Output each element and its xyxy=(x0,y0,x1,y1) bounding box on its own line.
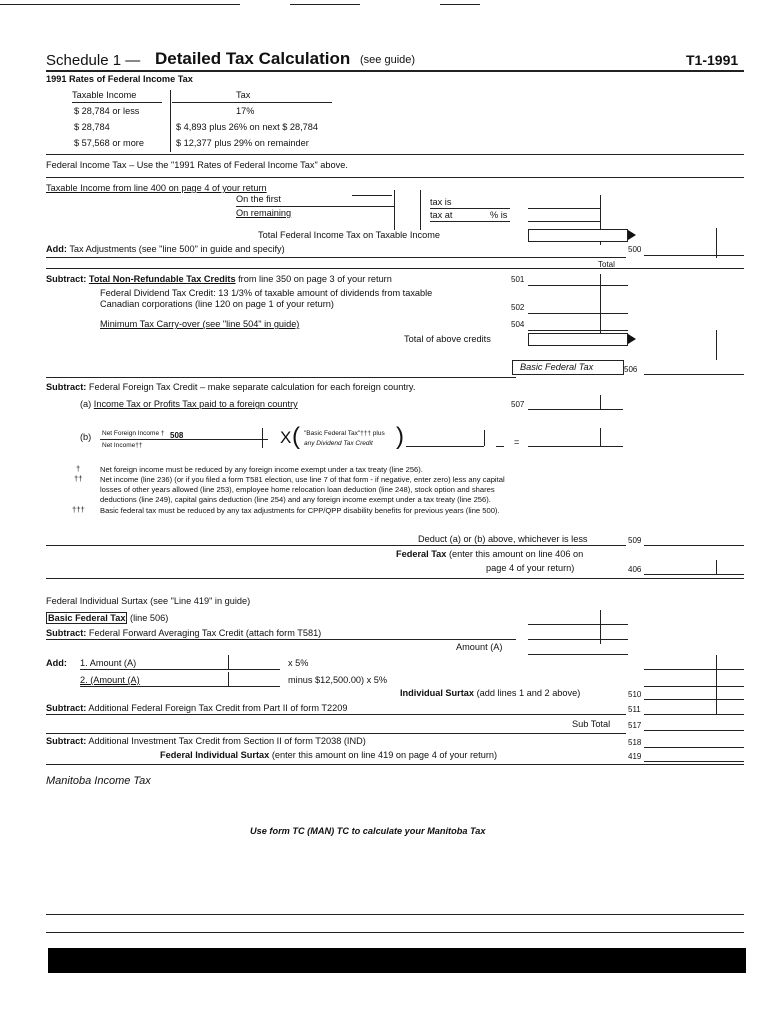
entry-line[interactable] xyxy=(644,686,744,687)
entry-line[interactable] xyxy=(430,221,510,222)
credits-title: Total Non-Refundable Tax Credits xyxy=(88,274,236,284)
credits-line xyxy=(46,274,392,285)
bottom-rule xyxy=(46,932,744,933)
entry-line[interactable] xyxy=(644,699,744,700)
entry-line[interactable] xyxy=(46,733,626,734)
total-credits-box[interactable] xyxy=(528,333,628,346)
basic-fed-tax-label: Basic Federal Tax xyxy=(48,613,126,623)
minus-12500: minus $12,500.00) x 5% xyxy=(288,675,388,685)
footnote-mark: ††† xyxy=(72,505,85,514)
federal-tax-label: Federal Tax xyxy=(396,549,447,559)
entry-line[interactable] xyxy=(644,255,744,256)
fis-line xyxy=(160,750,497,761)
section-rule xyxy=(46,177,744,178)
entry-line[interactable] xyxy=(644,714,744,715)
footnote-text: losses of other years allowed (line 253), employee home relocation loan deduction (line 248), stock option and shares xyxy=(100,485,495,494)
foreign-b-par-bot: any Dividend Tax Credit xyxy=(304,440,373,447)
bottom-rule xyxy=(46,914,744,915)
foreign-text: Federal Foreign Tax Credit – make separate calculation for each foreign country. xyxy=(88,382,416,392)
total-above-credits: Total of above credits xyxy=(404,334,491,344)
section-rule xyxy=(46,764,744,765)
column-divider xyxy=(600,428,601,446)
line-500: 500 xyxy=(628,245,642,254)
entry-line[interactable] xyxy=(80,686,280,687)
entry-line[interactable] xyxy=(406,446,484,447)
credits-title-rest: from line 350 on page 3 of your return xyxy=(238,274,392,284)
entry-line[interactable] xyxy=(644,545,744,546)
total-fed-tax: Total Federal Income Tax on Taxable Income xyxy=(258,230,440,240)
top-rule xyxy=(290,4,360,5)
amount-a: Amount (A) xyxy=(456,642,503,652)
fis-label: Federal Individual Surtax xyxy=(160,750,270,760)
tax-at: tax at xyxy=(430,210,453,220)
individual-surtax-rest: (add lines 1 and 2 above) xyxy=(476,688,581,698)
rates-row-income: $ 57,568 or more xyxy=(74,138,144,148)
footnote-text: Basic federal tax must be reduced by any tax adjustments for CPP/QPP disability benefits for previous years (line 500). xyxy=(100,506,500,515)
line-511: 511 xyxy=(628,705,641,714)
entry-line[interactable] xyxy=(528,208,600,209)
foreign-line xyxy=(46,382,415,393)
line-508: 508 xyxy=(170,431,184,440)
div-credit-2: Canadian corporations (line 120 on page 1 of your return) xyxy=(100,299,334,309)
footnote-text: Net income (line 236) (or if you filed a form T581 election, use line 7 of that form - if negative, enter zero) less any capital xyxy=(100,475,505,484)
add-tax-adjust xyxy=(46,244,285,255)
line-502: 502 xyxy=(511,303,525,312)
div-credit-1: Federal Dividend Tax Credit: 13 1/3% of taxable amount of dividends from taxable xyxy=(100,288,433,298)
subtract-label: Subtract: xyxy=(46,628,87,638)
entry-line[interactable] xyxy=(46,545,626,546)
rates-row-income: $ 28,784 or less xyxy=(74,106,140,116)
line-419: 419 xyxy=(628,752,642,761)
footnote-mark: † xyxy=(76,464,81,473)
add-text: Tax Adjustments (see "line 500" in guide and specify) xyxy=(69,244,285,254)
header-rule xyxy=(46,70,744,72)
line-506: 506 xyxy=(624,365,638,374)
line-406: 406 xyxy=(628,565,642,574)
section-rule xyxy=(46,154,744,155)
entry-line[interactable] xyxy=(46,257,626,258)
individual-surtax-line xyxy=(400,688,580,699)
column-divider xyxy=(600,395,601,409)
pct-is: % is xyxy=(490,210,508,220)
entry-line[interactable] xyxy=(352,195,392,196)
line-510: 510 xyxy=(628,690,642,699)
entry-line[interactable] xyxy=(196,439,268,440)
section-rule xyxy=(46,377,516,378)
fis-rest: (enter this amount on line 419 on page 4 of your return) xyxy=(271,750,498,760)
top-rule xyxy=(440,4,480,5)
line-509: 509 xyxy=(628,536,642,545)
column-divider xyxy=(716,330,717,360)
foreign-b-par-top: "Basic Federal Tax"††† plus xyxy=(304,430,385,437)
rates-row-tax: $ 4,893 plus 26% on next $ 28,784 xyxy=(176,122,319,132)
column-divider xyxy=(262,428,263,448)
times-5pct: x 5% xyxy=(288,658,309,668)
deduct-text: Deduct (a) or (b) above, whichever is less xyxy=(418,534,588,544)
sub-add-line xyxy=(46,703,347,714)
entry-line[interactable] xyxy=(644,747,744,748)
federal-tax-line xyxy=(396,549,583,560)
rates-divider xyxy=(170,90,171,152)
rates-heading: 1991 Rates of Federal Income Tax xyxy=(46,74,193,84)
sub-fwd-text: Federal Forward Averaging Tax Credit (attach form T581) xyxy=(88,628,322,638)
form-id: T1-1991 xyxy=(686,52,739,68)
column-divider xyxy=(484,430,485,446)
arrow-icon xyxy=(628,334,636,344)
rates-col-taxable: Taxable Income xyxy=(72,90,137,100)
see-guide: (see guide) xyxy=(360,54,416,66)
entry-line[interactable] xyxy=(430,208,510,209)
federal-tax-rest2: page 4 of your return) xyxy=(486,563,575,573)
entry-line[interactable] xyxy=(46,714,626,715)
foreign-b-den: Net Income†† xyxy=(102,442,143,449)
entry-line[interactable] xyxy=(46,639,516,640)
footnote-text: Net foreign income must be reduced by any foreign income exempt under a tax treaty (line 256). xyxy=(100,465,423,474)
arrow-icon xyxy=(628,230,636,240)
sub-inv-text: Additional Investment Tax Credit from Section II of form T2038 (IND) xyxy=(88,736,366,746)
entry-line[interactable] xyxy=(644,730,744,731)
close-paren: ) xyxy=(396,423,404,450)
column-divider xyxy=(420,190,421,230)
entry-line[interactable] xyxy=(80,669,280,670)
subtract-label: Subtract: xyxy=(46,382,87,392)
foreign-b-num: Net Foreign Income † xyxy=(102,430,165,437)
taxable-from: Taxable Income from line 400 on page 4 of your return xyxy=(46,183,267,193)
basic-federal-tax: Basic Federal Tax xyxy=(520,362,594,372)
subtract-label: Subtract: xyxy=(46,703,87,713)
fed-tax-line xyxy=(46,160,348,171)
rates-row-income: $ 28,784 xyxy=(74,122,110,132)
line-501: 501 xyxy=(511,275,525,284)
line-517: 517 xyxy=(628,721,642,730)
entry-line[interactable] xyxy=(528,330,628,331)
column-divider xyxy=(394,190,395,230)
line-507: 507 xyxy=(511,400,525,409)
sub-fwd xyxy=(46,628,321,639)
entry-line[interactable] xyxy=(528,409,623,410)
column-divider xyxy=(228,655,229,669)
sub-inv-line xyxy=(46,736,366,747)
column-divider xyxy=(228,672,229,686)
footnote-mark: †† xyxy=(74,474,83,483)
section-rule xyxy=(46,578,744,579)
bottom-bar xyxy=(48,948,746,973)
entry-line[interactable] xyxy=(528,313,628,314)
total-label: Total xyxy=(598,260,615,269)
min-tax: Minimum Tax Carry-over (see "line 504" in guide) xyxy=(100,319,300,329)
entry-line[interactable] xyxy=(528,654,628,655)
entry-line[interactable] xyxy=(528,639,628,640)
foreign-a-text: Income Tax or Profits Tax paid to a foreign country xyxy=(93,399,298,409)
rates-row-tax: $ 12,377 plus 29% on remainder xyxy=(176,138,309,148)
on-first: On the first xyxy=(236,194,281,204)
entry-line[interactable] xyxy=(528,624,628,625)
rates-row-tax: 17% xyxy=(236,106,255,116)
column-divider xyxy=(716,228,717,258)
top-rule xyxy=(0,4,240,5)
rates-col-tax: Tax xyxy=(236,90,251,100)
manitoba-instruction: Use form TC (MAN) TC to calculate your Manitoba Tax xyxy=(250,826,486,836)
basic-fed-tax-rest: (line 506) xyxy=(130,613,169,623)
surtax-title: Federal Individual Surtax (see "Line 419" in guide) xyxy=(46,596,251,606)
foreign-a xyxy=(80,399,298,410)
column-divider xyxy=(716,655,717,715)
section-rule xyxy=(46,268,744,269)
entry-line[interactable] xyxy=(236,206,394,207)
entry-line[interactable] xyxy=(644,761,744,762)
foreign-a-label: (a) xyxy=(80,399,92,409)
add-label: Add: xyxy=(46,658,67,668)
entry-line[interactable] xyxy=(644,374,744,375)
footnote-text: deductions (line 249), capital gains deduction (line 254) and any foreign income exempt under a tax treaty (line 256). xyxy=(100,495,491,504)
open-paren: ( xyxy=(292,423,300,450)
add-label: Add: xyxy=(46,244,67,254)
sub-add-text: Additional Federal Foreign Tax Credit from Part II of form T2209 xyxy=(88,703,348,713)
federal-tax-rest: (enter this amount on line 406 on xyxy=(448,549,584,559)
line-504: 504 xyxy=(511,320,525,329)
on-remaining: On remaining xyxy=(236,208,292,218)
subtract-label: Subtract: xyxy=(46,736,87,746)
times-symbol: X xyxy=(280,428,292,447)
entry-line[interactable] xyxy=(496,446,504,447)
equals-sign: = xyxy=(514,437,520,447)
line-518: 518 xyxy=(628,738,642,747)
fed-tax-line-text: Federal Income Tax – Use the "1991 Rates of Federal Income Tax" above. xyxy=(46,160,348,170)
entry-line[interactable] xyxy=(528,446,623,447)
manitoba-title: Manitoba Income Tax xyxy=(46,775,151,787)
entry-line[interactable] xyxy=(528,285,628,286)
surtax-item1: 1. Amount (A) xyxy=(80,658,137,668)
total-fed-tax-box[interactable] xyxy=(528,229,628,242)
individual-surtax: Individual Surtax xyxy=(400,688,475,698)
entry-line[interactable] xyxy=(644,574,744,575)
page-title: Detailed Tax Calculation xyxy=(155,49,351,68)
basic-fed-tax-surtax xyxy=(46,613,168,624)
rates-header-rule xyxy=(72,102,162,103)
sub-total: Sub Total xyxy=(572,719,611,729)
foreign-b-label: (b) xyxy=(80,432,92,442)
entry-line[interactable] xyxy=(644,669,744,670)
subtract-label: Subtract: xyxy=(46,274,87,284)
column-divider xyxy=(716,560,717,574)
rates-header-rule xyxy=(172,102,332,103)
surtax-item2: 2. (Amount (A) xyxy=(80,675,140,685)
schedule-label: Schedule 1 — xyxy=(46,52,141,69)
tax-is: tax is xyxy=(430,197,452,207)
entry-line[interactable] xyxy=(528,221,600,222)
